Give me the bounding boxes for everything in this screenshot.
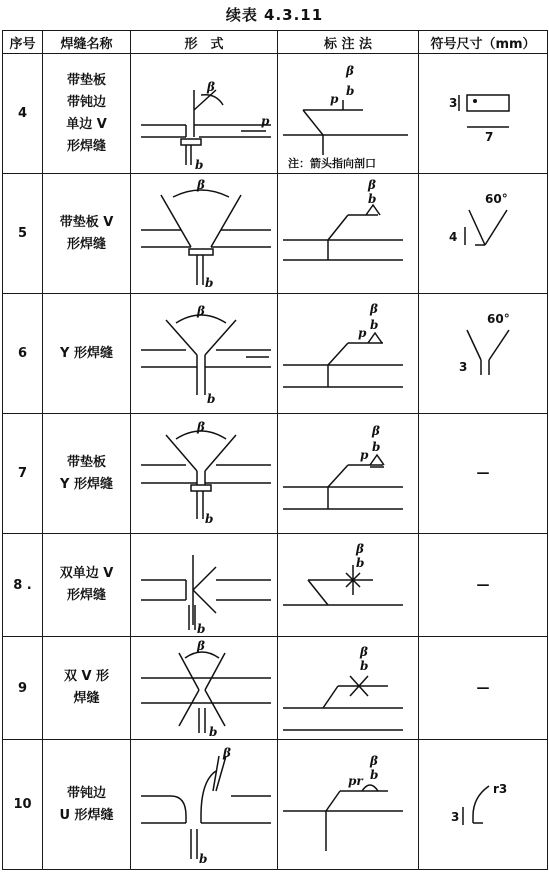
p-label: p <box>330 91 339 106</box>
header-dims: 符号尺寸（mm） <box>419 31 548 54</box>
b-label: b <box>209 724 218 739</box>
beta-label: β <box>197 419 205 434</box>
beta-label: β <box>372 423 380 438</box>
weld-name: 带钝边 U 形焊缝 <box>43 740 131 870</box>
beta-label: β <box>346 63 354 78</box>
dim-thickness: 3 <box>449 95 458 110</box>
beta-label: β <box>356 541 364 556</box>
beta-label: β <box>360 644 368 659</box>
dim-width: 7 <box>485 129 494 144</box>
notation-diagram <box>278 637 419 740</box>
dim-angle: 60° <box>487 311 510 326</box>
weld-name: 带垫板 Y 形焊缝 <box>43 414 131 534</box>
table-row <box>3 534 548 637</box>
b-label: b <box>346 83 355 98</box>
weld-name: 带垫板 带钝边 单边 V 形焊缝 <box>43 54 131 174</box>
beta-label: β <box>207 79 215 94</box>
table-row <box>3 294 548 414</box>
table-row <box>3 414 548 534</box>
symbol-dims: — <box>419 637 548 740</box>
pr-label: pr <box>348 773 363 788</box>
b-label: b <box>199 851 208 866</box>
dim-radius: r3 <box>493 781 508 796</box>
notation-diagram <box>278 414 419 534</box>
notation-diagram <box>278 174 419 294</box>
beta-label: β <box>223 745 231 760</box>
header-no: 序号 <box>3 31 43 54</box>
b-label: b <box>207 391 216 406</box>
table-row <box>3 174 548 294</box>
weld-name: 带垫板 V 形焊缝 <box>43 174 131 294</box>
row-number: 8 . <box>3 534 43 637</box>
dim-angle: 60° <box>485 191 508 206</box>
p-label: p <box>261 113 270 128</box>
row-number: 4 <box>3 54 43 174</box>
form-diagram <box>131 740 278 870</box>
table-title: 续表 4.3.11 <box>225 6 324 24</box>
beta-label: β <box>197 638 205 653</box>
table-row <box>3 637 548 740</box>
beta-label: β <box>197 177 205 192</box>
p-label: p <box>358 325 367 340</box>
b-label: b <box>195 157 204 172</box>
row-number: 9 <box>3 637 43 740</box>
p-label: p <box>360 447 369 462</box>
notation-diagram <box>278 294 419 414</box>
symbol-dims <box>419 740 548 870</box>
weld-name: 双 V 形 焊缝 <box>43 637 131 740</box>
form-diagram <box>131 174 278 294</box>
header-row <box>3 31 548 54</box>
b-label: b <box>372 439 381 454</box>
b-label: b <box>370 317 379 332</box>
b-label: b <box>205 275 214 290</box>
row-number: 6 <box>3 294 43 414</box>
beta-label: β <box>197 303 205 318</box>
form-diagram <box>131 294 278 414</box>
weld-name: Y 形焊缝 <box>43 294 131 414</box>
notation-note: 注：箭头指向剖口 <box>288 156 376 170</box>
form-diagram <box>131 54 278 174</box>
symbol-dims: — <box>419 414 548 534</box>
notation-diagram <box>278 534 419 637</box>
weld-symbol-table <box>2 30 548 870</box>
row-number: 5 <box>3 174 43 294</box>
row-number: 10 <box>3 740 43 870</box>
table-row <box>3 740 548 870</box>
dim-root: 3 <box>451 809 460 824</box>
notation-diagram <box>278 54 419 174</box>
form-diagram <box>131 637 278 740</box>
form-diagram <box>131 534 278 637</box>
symbol-dims <box>419 294 548 414</box>
header-notation: 标 注 法 <box>278 31 419 54</box>
b-label: b <box>360 658 369 673</box>
b-label: b <box>205 511 214 526</box>
b-label: b <box>368 191 377 206</box>
beta-label: β <box>370 753 378 768</box>
beta-label: β <box>368 177 376 192</box>
form-diagram <box>131 414 278 534</box>
dim-root: 3 <box>459 359 468 374</box>
symbol-dims: — <box>419 534 548 637</box>
b-label: b <box>356 555 365 570</box>
row-number: 7 <box>3 414 43 534</box>
notation-diagram <box>278 740 419 870</box>
beta-label: β <box>370 301 378 316</box>
header-name: 焊缝名称 <box>43 31 131 54</box>
weld-name: 双单边 V 形焊缝 <box>43 534 131 637</box>
b-label: b <box>197 621 206 636</box>
b-label: b <box>370 767 379 782</box>
dim-depth: 4 <box>449 229 458 244</box>
header-form: 形 式 <box>131 31 278 54</box>
symbol-dims <box>419 54 548 174</box>
table-row <box>3 54 548 174</box>
symbol-dims <box>419 174 548 294</box>
